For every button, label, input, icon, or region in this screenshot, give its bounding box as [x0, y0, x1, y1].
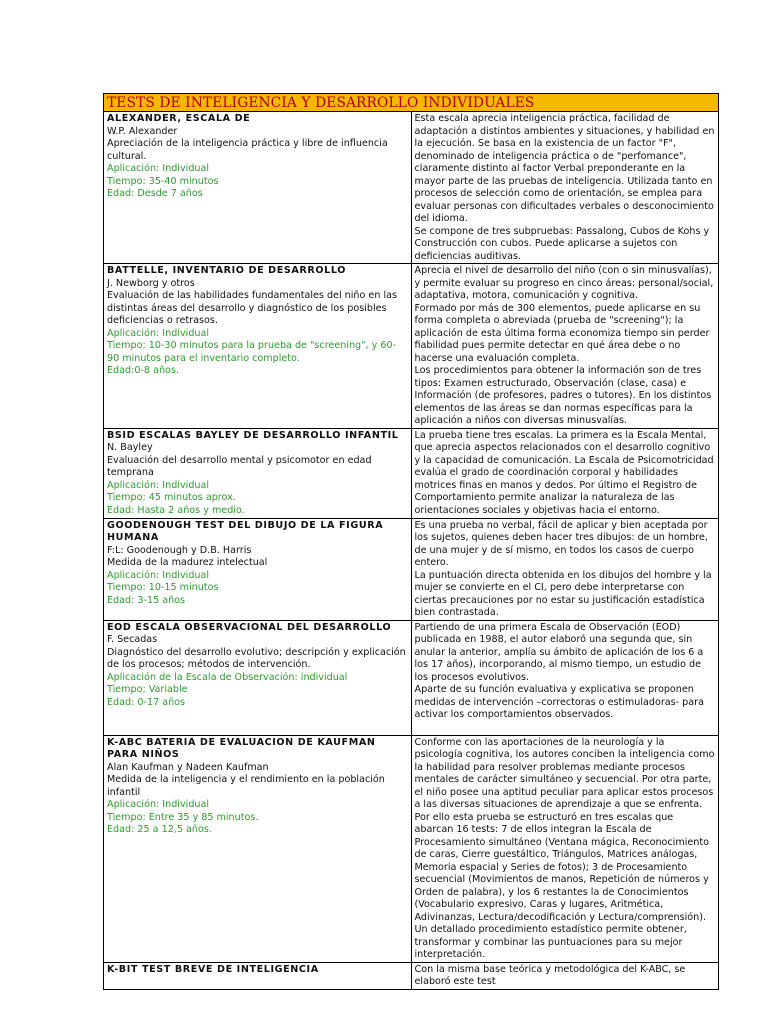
- test-description-cell: [411, 112, 719, 264]
- test-time: Tiempo: 35-40 minutos: [107, 175, 219, 187]
- test-info-cell: [104, 518, 412, 620]
- test-age: Edad:0-8 años.: [107, 365, 179, 376]
- test-info-cell: [104, 735, 412, 962]
- test-author: F. Secadas: [107, 634, 158, 645]
- test-application: Aplicación: Individual: [107, 327, 210, 339]
- test-age: Edad: Hasta 2 años y medio.: [107, 504, 245, 516]
- description-paragraph: Esta escala aprecia inteligencia práctica, facilidad de adaptación a distintos ambientes y situaciones, y habilidad en la ejecución. Se basa en la existencia de un factor "F", denominado de inteligencia práctica o de "perfomance", claramente distinto al factor Verbal preponderante en la mayor parte de las pruebas de inteligencia. Utilizada tanto en procesos de selección como de orientación, se emplea para evaluar personas con dificultades verbales o desconocimiento del idioma.: [414, 113, 715, 224]
- test-author: N. Bayley: [107, 442, 153, 453]
- test-purpose: Medida de la madurez intelectual: [107, 557, 268, 568]
- test-info-cell: [104, 962, 412, 989]
- test-application: Aplicación: Individual: [107, 479, 210, 491]
- test-name: BSID ESCALAS BAYLEY DE DESARROLLO INFANTIL: [107, 429, 399, 441]
- description-paragraph: Partiendo de una primera Escala de Observación (EOD) publicada en 1988, el autor elaboró una segunda que, sin anular la anterior, amplía su ámbito de aplicación de los 6 a los 17 años), incorporando, al mismo tiempo, un estudio de los procesos evolutivos.: [414, 621, 704, 683]
- description-paragraph: Aparte de su función evaluativa y explicativa se proponen medidas de intervención –correctoras o estimuladoras- para activar los comportamientos observados.: [414, 684, 704, 720]
- table-title: TESTS DE INTELIGENCIA Y DESARROLLO INDIVIDUALES: [104, 94, 719, 112]
- description-paragraph: Por ello esta prueba se estructuró en tres escalas que abarcan 16 tests: 7 de ellos integran la Escala de Procesamiento simultáneo (Ventana mágica, Reconocimiento de caras, Cierre guestáltico, Triángulos, Matrices análogas, Memoria espacial y Series de fotos); 3 de Procesamiento secuencial (Movimientos de manos, Repetición de números y Orden de palabra), y los 6 restantes la de Conocimientos (Vocabulario expresivo, Caras y lugares, Aritmética, Adivinanzas, Lectura/decodificación y Lectura/comprensión).: [414, 811, 709, 923]
- table-row: [104, 735, 719, 962]
- test-time: Tiempo: Variable: [107, 684, 188, 695]
- description-paragraph: Es una prueba no verbal, fácil de aplicar y bien aceptada por los sujetos, quienes deben hacer tres dibujos: de un hombre, de una mujer y de sí mismo, en todos los casos de cuerpo entero.: [414, 519, 708, 568]
- test-name: K-ABC BATERIA DE EVALUACION DE KAUFMAN PARA NIÑOS: [107, 736, 376, 760]
- test-description-cell: [411, 962, 719, 989]
- test-age: Edad: 3-15 años: [107, 594, 186, 606]
- test-name: BATTELLE, INVENTARIO DE DESARROLLO: [107, 265, 346, 276]
- description-paragraph: Con la misma base teórica y metodológica del K-ABC, se elaboró este test: [414, 963, 686, 987]
- description-paragraph: Conforme con las aportaciones de la neurología y la psicología cognitiva, los autores conciben la inteligencia como la habilidad para resolver problemas mediante procesos mentales de carácter simultáneo y secuencial. Por otra parte, el niño posee una aptitud peculiar para aplicar estos procesos a las diversas situaciones de aprendizaje a que se enfrenta.: [414, 736, 715, 810]
- test-application: Aplicación: Individual: [107, 163, 210, 174]
- test-purpose: Diagnóstico del desarrollo evolutivo; descripción y explicación de los procesos; métodos de intervención.: [107, 646, 406, 670]
- table-title-row: [104, 94, 719, 112]
- test-author: F:L: Goodenough y D.B. Harris: [107, 544, 252, 556]
- test-info-cell: [104, 112, 412, 264]
- description-paragraph: Se compone de tres subpruebas: Passalong, Cubos de Kohs y Construcción con cubos. Puede aplicarse a sujetos con deficiencias auditivas.: [414, 225, 710, 262]
- test-application: Aplicación de la Escala de Observación: individual: [107, 671, 348, 683]
- description-paragraph: Un detallado procedimiento estadístico permite obtener, transformar y combinar las puntuaciones para su mejor interpretación.: [414, 924, 687, 960]
- test-purpose: Medida de la inteligencia y el rendimiento en la población infantil: [107, 774, 385, 798]
- description-paragraph: Formado por más de 300 elementos, puede aplicarse en su forma completa o abreviada (prueba de "screening"); la aplicación de esta última forma economiza tiempo sin perder fiabilidad pues permite detectar en qué área debe o no hacerse una evaluación completa.: [414, 302, 710, 364]
- test-application: Aplicación: Individual: [107, 569, 210, 581]
- test-description-cell: [411, 620, 719, 735]
- test-author: J. Newborg y otros: [107, 277, 195, 289]
- table-row: [104, 112, 719, 264]
- description-paragraph: La puntuación directa obtenida en los dibujos del hombre y la mujer se convierte en el CI, pero debe interpretarse con ciertas precauciones por no estar su justificación estadística bien contrastada.: [414, 569, 712, 618]
- table-row: [104, 264, 719, 429]
- test-info-cell: [104, 620, 412, 735]
- test-name: GOODENOUGH TEST DEL DIBUJO DE LA FIGURA HUMANA: [107, 519, 384, 543]
- test-description-cell: [411, 735, 719, 962]
- test-time: Tiempo: 45 minutos aprox.: [107, 492, 236, 503]
- description-paragraph: Aprecia el nivel de desarrollo del niño (con o sin minusvalías), y permite evaluar su progreso en cinco áreas: personal/social, adaptativa, motora, comunicación y cognitiva.: [414, 265, 714, 301]
- test-purpose: Evaluación del desarrollo mental y psicomotor en edad temprana: [107, 454, 372, 478]
- test-info-cell: [104, 264, 412, 429]
- test-time: Tiempo: Entre 35 y 85 minutos.: [107, 811, 259, 823]
- test-description-cell: [411, 264, 719, 429]
- description-paragraph: Los procedimientos para obtener la información son de tres tipos: Examen estructurado, Observación (clase, casa) e Información (de profesores, padres o tutores). En los distintos elementos de las áreas se dan normas específicas para la aplicación a niños con diversas minusvalías.: [414, 365, 712, 426]
- test-author: Alan Kaufman y Nadeen Kaufman: [107, 761, 269, 773]
- test-age: Edad: 0-17 años: [107, 696, 186, 708]
- test-description-cell: [411, 428, 719, 518]
- table-row: [104, 962, 719, 989]
- test-age: Edad: 25 a 12,5 años.: [107, 824, 212, 835]
- test-name: EOD ESCALA OBSERVACIONAL DEL DESARROLLO: [107, 621, 392, 633]
- test-info-cell: [104, 428, 412, 518]
- test-name: ALEXANDER, ESCALA DE: [107, 113, 251, 124]
- table-row: [104, 428, 719, 518]
- table-row: [104, 518, 719, 620]
- tests-table: [103, 93, 719, 990]
- test-name: K-BIT TEST BREVE DE INTELIGENCIA: [107, 963, 319, 975]
- test-author: W.P. Alexander: [107, 125, 178, 137]
- table-row: [104, 620, 719, 735]
- test-time: Tiempo: 10-30 minutos para la prueba de "screening", y 60-90 minutos para el inventario completo.: [107, 340, 397, 364]
- description-paragraph: La prueba tiene tres escalas. La primera es la Escala Mental, que aprecia aspectos relacionados con el desarrollo cognitivo y la capacidad de comunicación. La Escala de Psicomotricidad evalúa el grado de coordinación corporal y habilidades motrices finas en manos y dedos. Por último el Registro de Comportamiento permite analizar la naturaleza de las orientaciones sociales y objetivas hacia el entorno.: [414, 429, 714, 516]
- test-purpose: Apreciación de la inteligencia práctica y libre de influencia cultural.: [107, 138, 388, 162]
- test-application: Aplicación: Individual: [107, 799, 210, 810]
- test-time: Tiempo: 10-15 minutos: [107, 582, 219, 593]
- document-page: [103, 93, 719, 990]
- test-purpose: Evaluación de las habilidades fundamentales del niño en las distintas áreas del desarrollo y diagnóstico de los posibles deficiencias o retrasos.: [107, 290, 397, 326]
- test-description-cell: [411, 518, 719, 620]
- test-age: Edad: Desde 7 años: [107, 188, 203, 199]
